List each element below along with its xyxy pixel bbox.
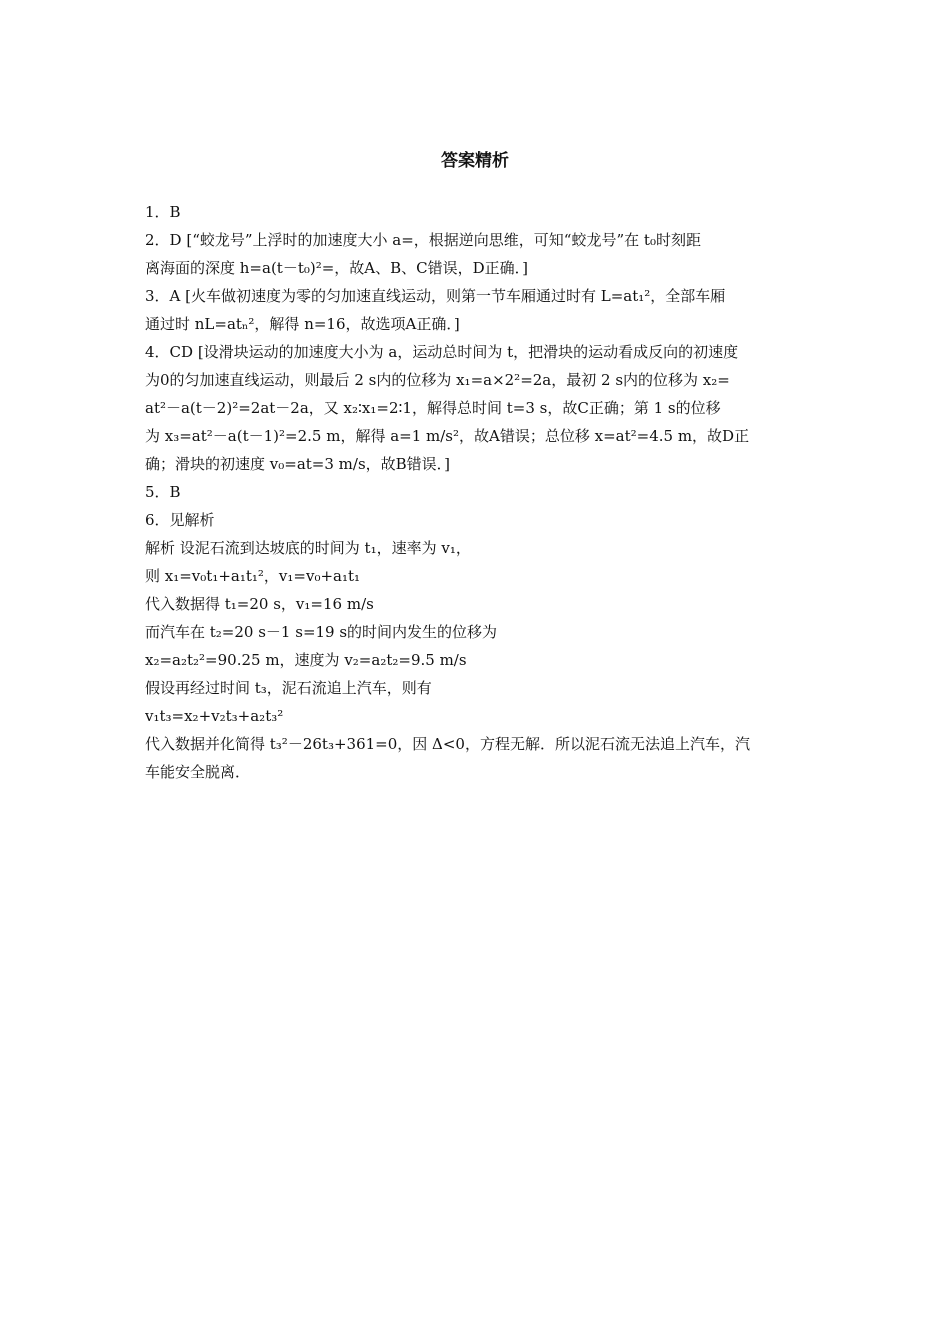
answer-line-8: at²－a(t－2)²=2at－2a，又 x₂∶x₁=2∶1，解得总时间 t=3 s，故C正确；第 1 s的位移 bbox=[145, 399, 721, 417]
answer-line-11: 5．B bbox=[145, 483, 181, 501]
answer-line-18: 假设再经过时间 t₃，泥石流追上汽车，则有 bbox=[145, 679, 432, 697]
answer-line-17: x₂=a₂t₂²=90.25 m，速度为 v₂=a₂t₂=9.5 m/s bbox=[145, 651, 467, 669]
answer-line-16: 而汽车在 t₂=20 s－1 s=19 s的时间内发生的位移为 bbox=[145, 623, 498, 641]
answer-line-2: 2．D [“蛟龙号”上浮时的加速度大小 a=，根据逆向思维，可知“蛟龙号”在 t₀时刻距 bbox=[145, 231, 701, 249]
answer-line-4: 3．A [火车做初速度为零的匀加速直线运动，则第一节车厢通过时有 L=at₁²，全部车厢 bbox=[145, 287, 726, 305]
answer-line-13: 解析 设泥石流到达坡底的时间为 t₁，速率为 v₁， bbox=[145, 539, 471, 557]
answer-line-19: v₁t₃=x₂+v₂t₃+a₂t₃² bbox=[145, 707, 284, 725]
answer-line-21: 车能安全脱离． bbox=[145, 763, 251, 781]
answer-body bbox=[145, 198, 807, 786]
answer-line-15: 代入数据得 t₁=20 s，v₁=16 m/s bbox=[145, 595, 374, 613]
answer-line-1: 1．B bbox=[145, 203, 181, 221]
answer-line-9: 为 x₃=at²－a(t－1)²=2.5 m，解得 a=1 m/s²，故A错误；总位移 x=at²=4.5 m，故D正 bbox=[145, 427, 750, 445]
answer-line-3: 离海面的深度 h=a(t－t₀)²=，故A、B、C错误，D正确．] bbox=[145, 259, 529, 277]
answer-line-12: 6．见解析 bbox=[145, 511, 215, 529]
answer-line-14: 则 x₁=v₀t₁+a₁t₁²，v₁=v₀+a₁t₁ bbox=[145, 567, 361, 585]
answer-line-6: 4．CD [设滑块运动的加速度大小为 a，运动总时间为 t，把滑块的运动看成反向的初速度 bbox=[145, 343, 739, 361]
answer-line-5: 通过时 nL=atₙ²，解得 n=16，故选项A正确．] bbox=[145, 315, 460, 333]
answer-line-10: 确；滑块的初速度 v₀=at=3 m/s，故B错误．] bbox=[145, 455, 451, 473]
answer-line-7: 为0的匀加速直线运动，则最后 2 s内的位移为 x₁=a×2²=2a，最初 2 s内的位移为 x₂= bbox=[145, 371, 730, 389]
page-title: 答案精析 bbox=[441, 151, 509, 171]
answer-line-20: 代入数据并化简得 t₃²－26t₃+361=0，因 Δ<0，方程无解．所以泥石流无法追上汽车，汽 bbox=[145, 735, 750, 753]
